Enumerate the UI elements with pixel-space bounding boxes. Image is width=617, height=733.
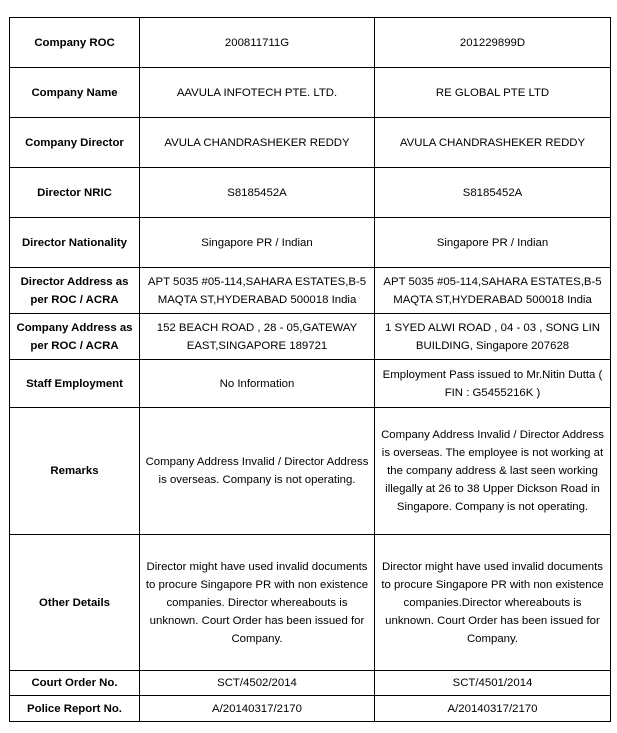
table-row-director-address bbox=[10, 268, 611, 314]
table-row-police-report bbox=[10, 696, 611, 722]
company-a-value: APT 5035 #05-114,SAHARA ESTATES,B-5 MAQTA ST,HYDERABAD 500018 India bbox=[140, 268, 375, 314]
row-label: Staff Employment bbox=[10, 360, 140, 408]
table-row-court-order bbox=[10, 671, 611, 696]
row-label: Company Address as per ROC / ACRA bbox=[10, 314, 140, 360]
table-row-company-director bbox=[10, 118, 611, 168]
table-row-remarks bbox=[10, 408, 611, 535]
company-a-value: No Information bbox=[140, 360, 375, 408]
company-b-value: Company Address Invalid / Director Address is overseas. The employee is not working at the company address & last seen working illegally at 26 to 38 Upper Dickson Road in Singapore. Company is not operating. bbox=[375, 408, 611, 535]
company-b-value: AVULA CHANDRASHEKER REDDY bbox=[375, 118, 611, 168]
row-label: Court Order No. bbox=[10, 671, 140, 696]
company-b-value: APT 5035 #05-114,SAHARA ESTATES,B-5 MAQTA ST,HYDERABAD 500018 India bbox=[375, 268, 611, 314]
row-label: Other Details bbox=[10, 535, 140, 671]
row-label: Company Name bbox=[10, 68, 140, 118]
company-b-value: RE GLOBAL PTE LTD bbox=[375, 68, 611, 118]
row-label: Remarks bbox=[10, 408, 140, 535]
table-row-company-address bbox=[10, 314, 611, 360]
company-b-value: Director might have used invalid documents to procure Singapore PR with non existence companies.Director whereabouts is unknown. Court Order has been issued for Company. bbox=[375, 535, 611, 671]
row-label: Director Address as per ROC / ACRA bbox=[10, 268, 140, 314]
row-label: Company Director bbox=[10, 118, 140, 168]
company-b-value: 201229899D bbox=[375, 18, 611, 68]
company-a-value: SCT/4502/2014 bbox=[140, 671, 375, 696]
table-row-company-name bbox=[10, 68, 611, 118]
company-a-value: A/20140317/2170 bbox=[140, 696, 375, 722]
table-row-director-nric bbox=[10, 168, 611, 218]
company-a-value: S8185452A bbox=[140, 168, 375, 218]
company-b-value: S8185452A bbox=[375, 168, 611, 218]
company-a-value: AVULA CHANDRASHEKER REDDY bbox=[140, 118, 375, 168]
company-b-value: Employment Pass issued to Mr.Nitin Dutta ( FIN : G5455216K ) bbox=[375, 360, 611, 408]
company-a-value: AAVULA INFOTECH PTE. LTD. bbox=[140, 68, 375, 118]
company-a-value: 200811711G bbox=[140, 18, 375, 68]
table-row-director-nationality bbox=[10, 218, 611, 268]
table-row-company-roc bbox=[10, 18, 611, 68]
company-b-value: SCT/4501/2014 bbox=[375, 671, 611, 696]
company-a-value: 152 BEACH ROAD , 28 - 05,GATEWAY EAST,SINGAPORE 189721 bbox=[140, 314, 375, 360]
table-row-staff-employment bbox=[10, 360, 611, 408]
company-comparison-table bbox=[9, 17, 611, 722]
row-label: Company ROC bbox=[10, 18, 140, 68]
row-label: Director NRIC bbox=[10, 168, 140, 218]
company-b-value: A/20140317/2170 bbox=[375, 696, 611, 722]
company-b-value: Singapore PR / Indian bbox=[375, 218, 611, 268]
table-row-other-details bbox=[10, 535, 611, 671]
company-a-value: Singapore PR / Indian bbox=[140, 218, 375, 268]
company-a-value: Company Address Invalid / Director Address is overseas. Company is not operating. bbox=[140, 408, 375, 535]
company-a-value: Director might have used invalid documents to procure Singapore PR with non existence companies. Director whereabouts is unknown. Court Order has been issued for Company. bbox=[140, 535, 375, 671]
company-b-value: 1 SYED ALWI ROAD , 04 - 03 , SONG LIN BUILDING, Singapore 207628 bbox=[375, 314, 611, 360]
row-label: Director Nationality bbox=[10, 218, 140, 268]
row-label: Police Report No. bbox=[10, 696, 140, 722]
